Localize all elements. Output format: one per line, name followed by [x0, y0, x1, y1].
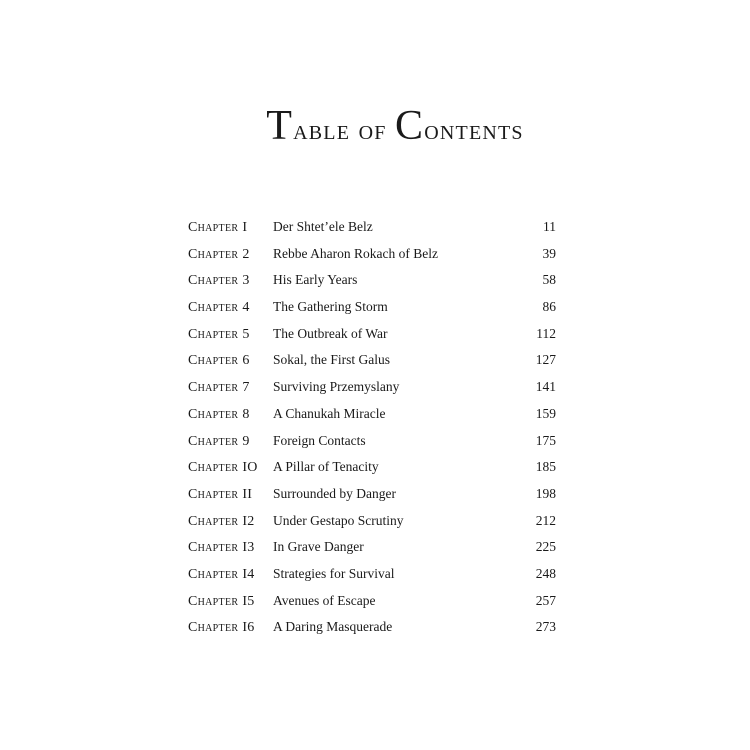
page-number: 248 [535, 565, 556, 581]
chapter-label [188, 428, 250, 456]
page-number: 212 [535, 512, 556, 528]
chapter-word: Chapter [188, 433, 239, 449]
toc-entry [188, 614, 556, 641]
chapter-title: Rebbe Aharon Rokach of Belz [273, 245, 438, 261]
chapter-title: Avenues of Escape [273, 592, 376, 608]
chapter-number: IO [242, 460, 258, 476]
toc-entry [188, 294, 556, 321]
table-of-contents-list [188, 214, 556, 641]
chapter-word: Chapter [188, 326, 239, 342]
chapter-number: I4 [242, 566, 255, 582]
chapter-word: Chapter [188, 406, 239, 422]
toc-entry [188, 374, 556, 401]
toc-entry [188, 508, 556, 535]
page-number: 159 [535, 405, 556, 421]
chapter-number: 4 [242, 300, 250, 316]
toc-entry [188, 214, 556, 241]
toc-entry [188, 534, 556, 561]
page-number: 175 [535, 432, 556, 448]
chapter-title: A Chanukah Miracle [273, 405, 386, 421]
page-number: 198 [535, 485, 556, 501]
page-number: 112 [536, 325, 556, 341]
chapter-label [188, 374, 250, 402]
chapter-word: Chapter [188, 273, 239, 289]
chapter-number: 6 [242, 353, 250, 369]
chapter-word: Chapter [188, 246, 239, 262]
chapter-label [188, 508, 255, 536]
chapter-word: Chapter [188, 566, 239, 582]
toc-entry [188, 561, 556, 588]
chapter-label [188, 294, 250, 322]
chapter-title: A Daring Masquerade [273, 619, 393, 635]
title-initial-t: T [266, 103, 294, 149]
chapter-word: Chapter [188, 300, 239, 316]
chapter-label [188, 588, 255, 616]
title-word-able: able [293, 114, 351, 146]
chapter-label [188, 214, 247, 242]
chapter-word: Chapter [188, 353, 239, 369]
chapter-label [188, 534, 255, 562]
toc-entry [188, 428, 556, 455]
title-word-ontents: ontents [424, 114, 524, 146]
chapter-title: Under Gestapo Scrutiny [273, 512, 404, 528]
page-title [0, 104, 750, 152]
chapter-number: 3 [242, 273, 250, 289]
chapter-title: The Outbreak of War [273, 325, 388, 341]
chapter-number: 7 [242, 380, 250, 396]
chapter-title: The Gathering Storm [273, 299, 388, 315]
chapter-word: Chapter [188, 380, 239, 396]
chapter-label [188, 267, 250, 295]
chapter-word: Chapter [188, 513, 239, 529]
page-number: 127 [535, 352, 556, 368]
chapter-label [188, 561, 255, 589]
chapter-label [188, 401, 250, 429]
title-word-of: of [358, 114, 387, 146]
toc-entry [188, 347, 556, 374]
chapter-word: Chapter [188, 540, 239, 556]
chapter-title: A Pillar of Tenacity [273, 459, 379, 475]
toc-entry [188, 267, 556, 294]
page-number: 86 [542, 299, 556, 315]
chapter-number: 9 [242, 433, 250, 449]
chapter-word: Chapter [188, 486, 239, 502]
chapter-number: I2 [242, 513, 255, 529]
chapter-title: Sokal, the First Galus [273, 352, 390, 368]
chapter-label [188, 347, 250, 375]
chapter-word: Chapter [188, 620, 239, 636]
page-number: 39 [542, 245, 556, 261]
chapter-number: I3 [242, 540, 255, 556]
chapter-label [188, 321, 250, 349]
toc-entry [188, 401, 556, 428]
chapter-word: Chapter [188, 593, 239, 609]
chapter-title: In Grave Danger [273, 539, 364, 555]
chapter-title: Strategies for Survival [273, 565, 395, 581]
chapter-number: I6 [242, 620, 255, 636]
chapter-number: I [242, 220, 248, 235]
chapter-title: Foreign Contacts [273, 432, 366, 448]
page-number: 141 [535, 379, 556, 395]
toc-entry [188, 481, 556, 508]
chapter-label [188, 454, 258, 482]
chapter-title: His Early Years [273, 272, 358, 288]
toc-entry [188, 454, 556, 481]
chapter-number: 2 [242, 246, 250, 262]
chapter-label [188, 481, 252, 509]
chapter-number: II [242, 486, 253, 502]
chapter-number: 8 [242, 406, 250, 422]
page-number: 257 [535, 592, 556, 608]
page-number: 273 [535, 619, 556, 635]
toc-entry [188, 321, 556, 348]
chapter-number: I5 [242, 593, 255, 609]
title-initial-c: C [395, 103, 425, 149]
chapter-title: Surrounded by Danger [273, 485, 396, 501]
toc-entry [188, 588, 556, 615]
chapter-number: 5 [242, 326, 250, 342]
toc-entry [188, 241, 556, 268]
chapter-title: Surviving Przemyslany [273, 379, 400, 395]
page-number: 225 [535, 539, 556, 555]
page-number: 185 [535, 459, 556, 475]
page-number: 11 [543, 219, 556, 234]
chapter-word: Chapter [188, 460, 239, 476]
chapter-label [188, 241, 250, 269]
chapter-title: Der Shtet’ele Belz [273, 219, 373, 234]
chapter-word: Chapter [188, 220, 239, 235]
chapter-label [188, 614, 255, 642]
page-number: 58 [542, 272, 556, 288]
